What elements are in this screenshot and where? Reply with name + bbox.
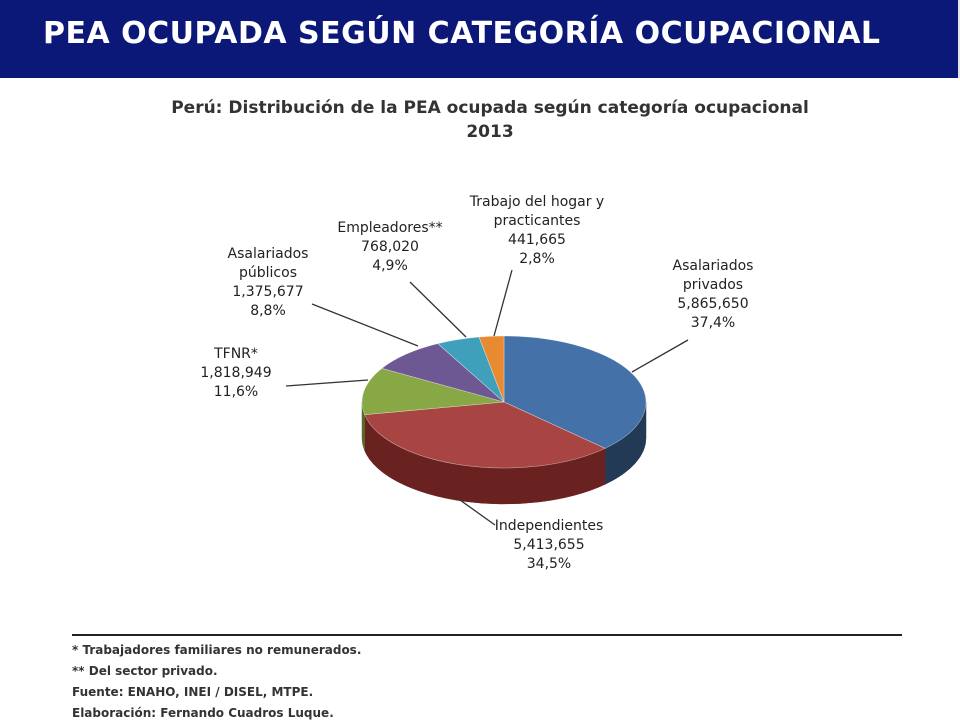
page-title: PEA OCUPADA SEGÚN CATEGORÍA OCUPACIONAL (43, 16, 881, 51)
leader-line-0 (632, 340, 688, 372)
chart-title: Perú: Distribución de la PEA ocupada según categoría ocupacional (171, 98, 809, 118)
pie-slices (362, 336, 646, 468)
footnote-private-sector: ** Del sector privado. (72, 664, 218, 678)
chart-subtitle: 2013 (466, 122, 514, 142)
data-label-3: Asalariados públicos 1,375,677 8,8% (227, 246, 309, 319)
leader-line-2 (286, 380, 368, 386)
leader-line-4 (410, 282, 466, 337)
data-label-4: Empleadores** 768,020 4,9% (337, 220, 443, 274)
leader-line-5 (494, 270, 512, 336)
data-label-1: Independientes 5,413,655 34,5% (494, 518, 604, 572)
data-label-2: TFNR* 1,818,949 11,6% (200, 346, 272, 400)
footnote-source: Fuente: ENAHO, INEI / DISEL, MTPE. (72, 685, 314, 699)
footnote-tfnr: * Trabajadores familiares no remunerados. (72, 643, 362, 657)
footnotes (72, 634, 902, 724)
footnote-author: Elaboración: Fernando Cuadros Luque. (72, 706, 334, 720)
leader-line-3 (312, 304, 418, 346)
data-label-0: Asalariados privados 5,865,650 37,4% (672, 258, 754, 331)
data-label-5: Trabajo del hogar y practicantes 441,665 2,8% (469, 194, 605, 267)
